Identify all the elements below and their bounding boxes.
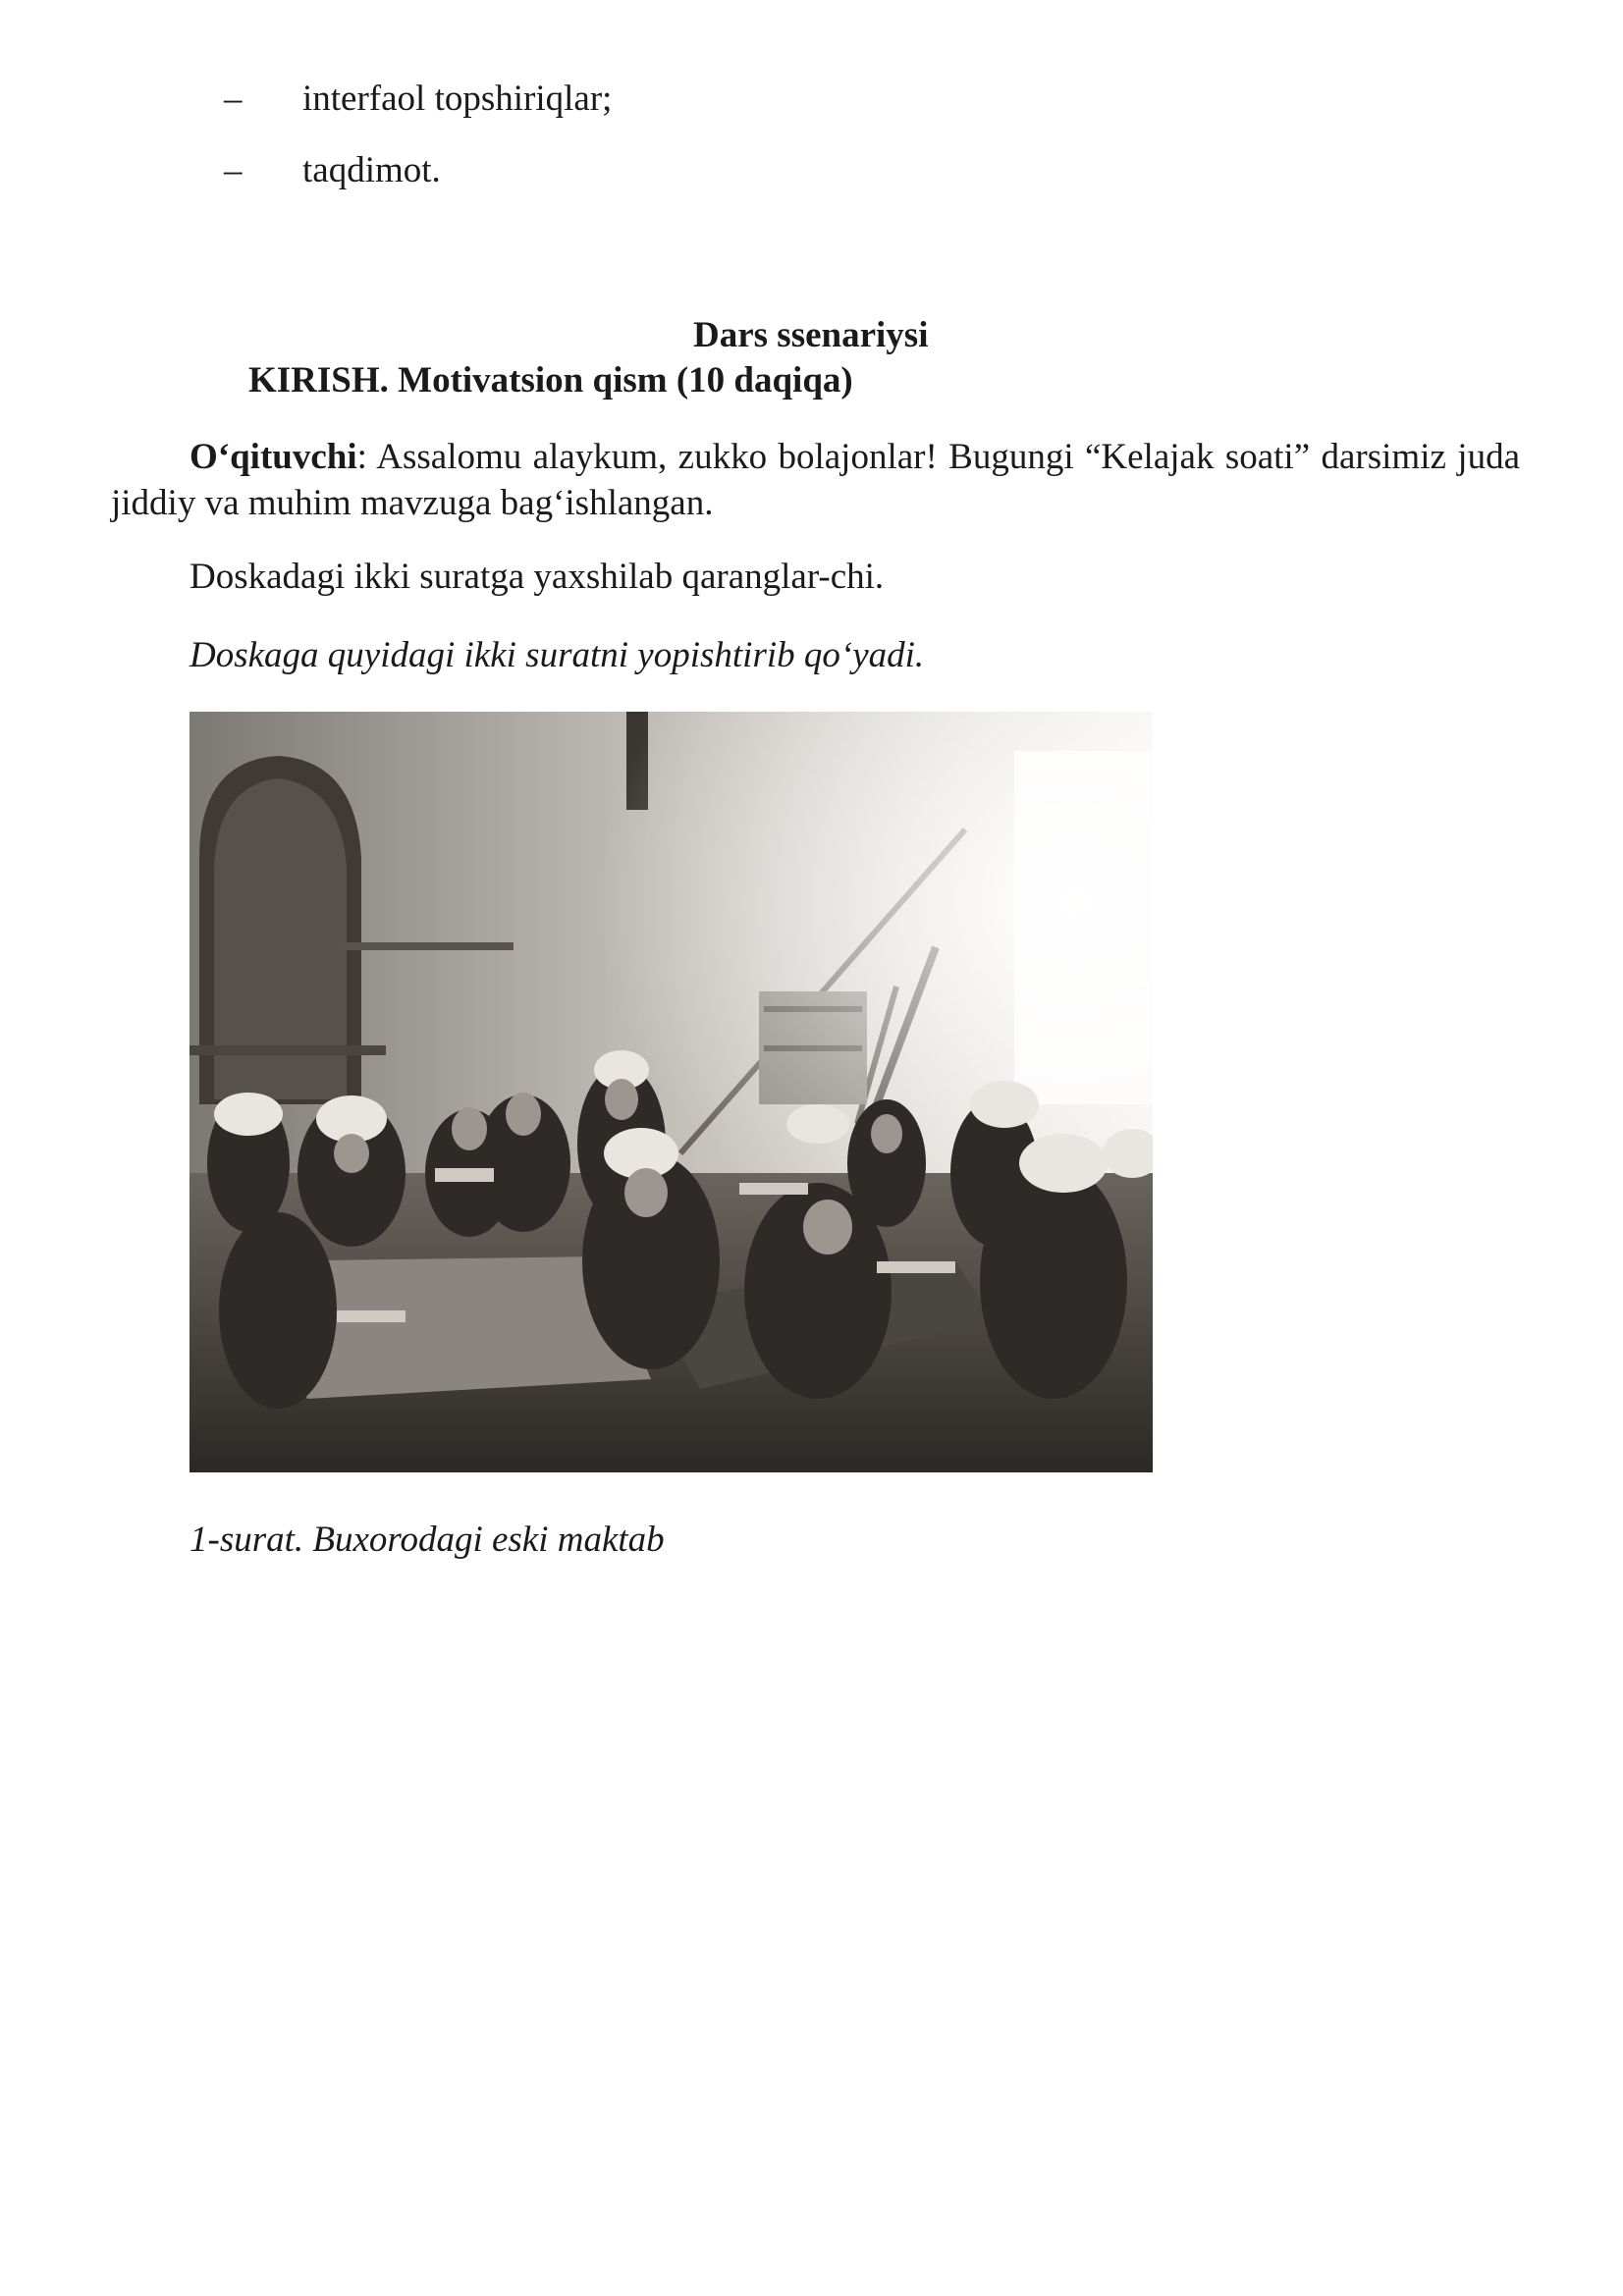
old-school-photo [189, 712, 1153, 1472]
teacher-speech: : Assalomu alaykum, zukko bolajonlar! Bugungi “Kelajak soati” darsimiz juda jiddiy va muhim mavzuga bag‘ishlangan. [111, 437, 1520, 523]
instruction-text: Doskaga quyidagi ikki suratni yopishtirib qo‘yadi. [189, 635, 925, 675]
teacher-paragraph [111, 434, 1520, 526]
bullet-item: interfaol topshiriqlar; [302, 79, 613, 119]
bullet-item: taqdimot. [302, 150, 441, 190]
section-title: Dars ssenariysi [693, 315, 929, 355]
figure-caption: 1-surat. Buxorodagi eski maktab [189, 1520, 665, 1560]
subsection-title: KIRISH. Motivatsion qism (10 daqiqa) [248, 360, 853, 400]
bullet-marker: – [224, 150, 243, 190]
paragraph: Doskadagi ikki suratga yaxshilab qaranglar-chi. [189, 557, 885, 597]
bullet-marker: – [224, 79, 243, 119]
old-school-photo-image [189, 712, 1153, 1472]
speaker-label: O‘qituvchi [189, 437, 357, 477]
